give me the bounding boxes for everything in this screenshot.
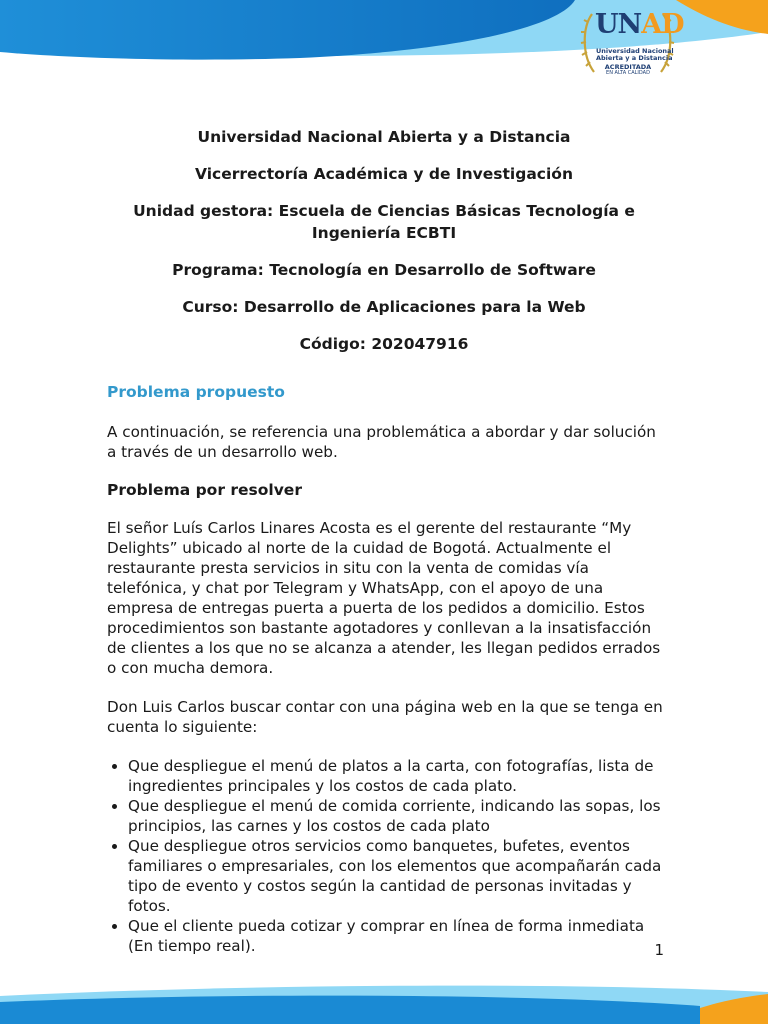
unad-logo [580,8,684,80]
requirements-intro: Don Luis Carlos buscar contar con una página web en la que se tenga en cuenta lo siguiente: [107,698,663,736]
list-item: • Que despliegue el menú de comida corriente, indicando las sopas, los principios, las carnes y los costos de cada plato [128,796,667,836]
university-name: Universidad Nacional Abierta y a Distancia [197,128,571,146]
logo-accreditation-sub: EN ALTA CALIDAD [606,70,650,76]
footer-band [0,980,768,1024]
logo-line1: Universidad Nacional [596,47,674,55]
programa: Programa: Tecnología en Desarrollo de Software [172,261,596,279]
logo-accreditation: ACREDITADA [604,63,652,71]
list-item: • Que despliegue otros servicios como banquetes, bufetes, eventos familiares o empresariales, con los elementos que acompañarán cada tipo de evento y costos según la cantidad de personas invitadas y fotos. [128,836,667,916]
curso: Curso: Desarrollo de Aplicaciones para la Web [182,298,586,316]
section-title-problema-propuesto: Problema propuesto [107,383,285,401]
logo-brand: UNAD [595,9,684,40]
vicerrectoria: Vicerrectoría Académica y de Investigación [195,165,573,183]
document-header [100,126,668,370]
page-number: 1 [654,941,664,959]
list-item: • Que el cliente pueda cotizar y comprar en línea de forma inmediata (En tiempo real). [128,916,667,956]
unidad-gestora: Unidad gestora: Escuela de Ciencias Básicas Tecnología e Ingeniería ECBTI [133,202,635,242]
problem-title: Problema por resolver [107,481,302,499]
requirements-list [107,756,667,956]
logo-line2: Abierta y a Distancia [596,54,673,62]
intro-paragraph: A continuación, se referencia una problemática a abordar y dar solución a través de un desarrollo web. [107,423,656,461]
document-body [107,382,667,956]
list-item: • Que despliegue el menú de platos a la carta, con fotografías, lista de ingredientes principales y los costos de cada plato. [128,756,667,796]
codigo: Código: 202047916 [299,335,469,353]
problem-paragraph: El señor Luís Carlos Linares Acosta es el gerente del restaurante “My Delights” ubicado al norte de la cuidad de Bogotá. Actualmente el restaurante presta servicios in situ con la venta de comidas vía telefónica, y chat por Telegram y WhatsApp, con el apoyo de una empresa de entregas puerta a puerta de los pedidos a domicilio. Estos procedimientos son bastante agotadores y conllevan a la insatisfacción de clientes a los que no se alcanza a atender, les llegan pedidos errados o con mucha demora. [107,519,661,677]
